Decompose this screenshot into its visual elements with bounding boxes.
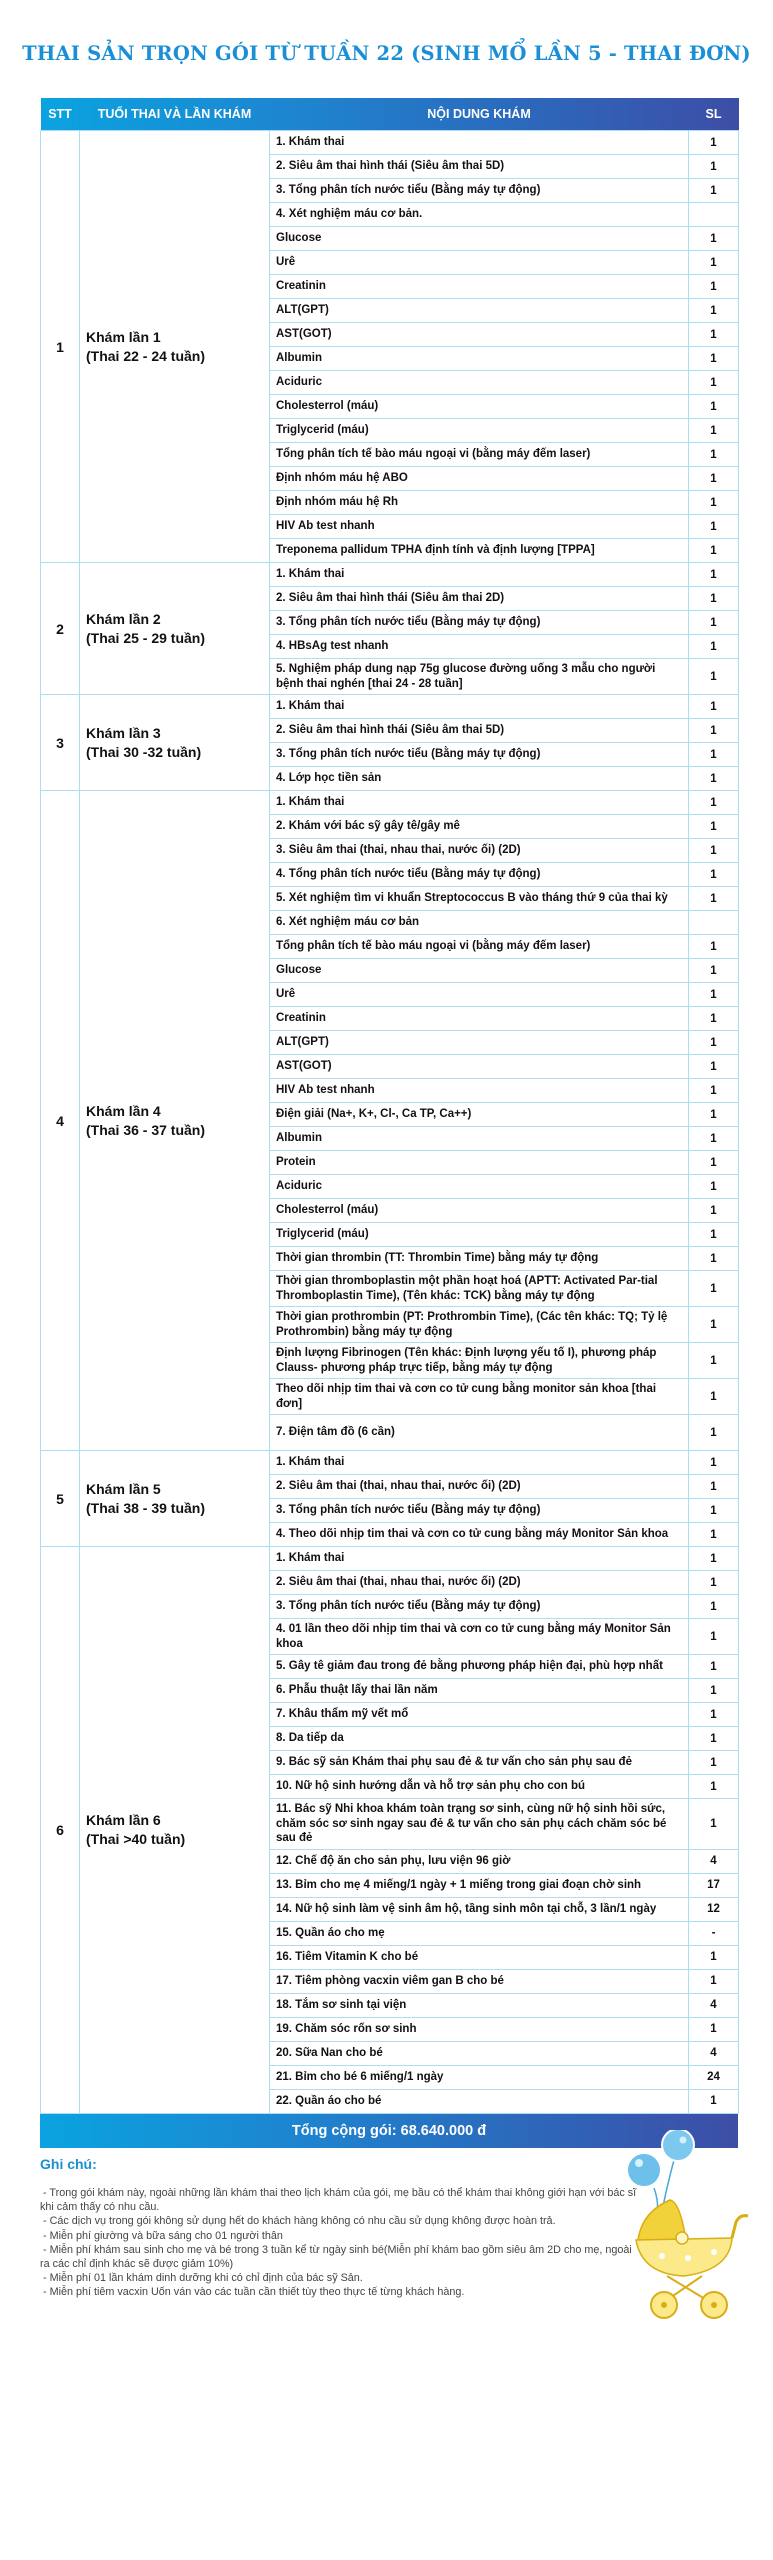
service-quantity: 1 [689,1619,739,1655]
service-item: 2. Khám với bác sỹ gây tê/gây mê [270,815,689,839]
service-quantity: 1 [689,719,739,743]
service-item: Thời gian thrombin (TT: Thrombin Time) bằng máy tự động [270,1247,689,1271]
service-item: ALT(GPT) [270,299,689,323]
service-item: Triglycerid (máu) [270,1223,689,1247]
service-item: Urê [270,983,689,1007]
service-quantity: 1 [689,1679,739,1703]
service-quantity: 1 [689,299,739,323]
service-item: Thời gian thromboplastin một phần hoạt hoá (APTT: Activated Par-tial Thromboplastin Time), (Tên khác: TCK) bằng máy tự động [270,1271,689,1307]
service-item: 5. Gây tê giảm đau trong đẻ bằng phương pháp hiện đại, phù hợp nhất [270,1655,689,1679]
service-quantity: 1 [689,1571,739,1595]
visit-cell [80,695,270,791]
service-item: Điện giải (Na+, K+, Cl-, Ca TP, Ca++) [270,1103,689,1127]
service-quantity: 1 [689,2017,739,2041]
service-quantity: 1 [689,1175,739,1199]
service-item: 8. Da tiếp da [270,1727,689,1751]
service-quantity: 1 [689,323,739,347]
service-item: 6. Phẫu thuật lấy thai lần năm [270,1679,689,1703]
table-row [41,695,739,719]
service-item: 4. Lớp học tiền sản [270,767,689,791]
service-item: Cholesterrol (máu) [270,395,689,419]
visit-cell [80,791,270,1451]
service-quantity: 4 [689,1849,739,1873]
visit-weeks: (Thai 25 - 29 tuần) [86,629,206,646]
note-item: - Miễn phí 01 lần khám dinh dưỡng khi có chỉ định của bác sỹ Sản. [40,2272,363,2285]
service-quantity: 1 [689,395,739,419]
service-item: Định nhóm máu hệ ABO [270,467,689,491]
service-item: Glucose [270,227,689,251]
service-quantity: 1 [689,443,739,467]
service-quantity [689,911,739,935]
service-quantity: 1 [689,2089,739,2113]
service-quantity: 1 [689,587,739,611]
visit-number: 3 [41,695,80,791]
service-quantity: 1 [689,1523,739,1547]
service-quantity: 1 [689,1727,739,1751]
visit-number: 1 [41,131,80,563]
service-item: 3. Tổng phân tích nước tiểu (Bằng máy tự động) [270,1499,689,1523]
service-item: Định nhóm máu hệ Rh [270,491,689,515]
service-quantity: 1 [689,791,739,815]
service-item: Thời gian prothrombin (PT: Prothrombin Time), (Các tên khác: TQ; Tỷ lệ Prothrombin) bằng máy tự động [270,1307,689,1343]
service-quantity: 1 [689,935,739,959]
service-quantity: 1 [689,887,739,911]
service-quantity: 1 [689,179,739,203]
visit-label: Khám lần 4 [86,1102,161,1119]
service-quantity: 1 [689,1379,739,1415]
service-item: 4. Tổng phân tích nước tiểu (Bằng máy tự động) [270,863,689,887]
header-visit: TUỔI THAI VÀ LẦN KHÁM [97,107,252,121]
service-item: 5. Nghiệm pháp dung nạp 75g glucose đường uống 3 mẫu cho người bệnh thai nghén [thai 24 - 28 tuần] [270,659,689,695]
service-quantity: 12 [689,1897,739,1921]
visit-number: 6 [41,1547,80,2114]
service-item: 22. Quần áo cho bé [270,2089,689,2113]
service-quantity: 1 [689,1031,739,1055]
header-content: NỘI DUNG KHÁM [427,107,531,121]
service-item: ALT(GPT) [270,1031,689,1055]
service-item: Theo dõi nhịp tim thai và cơn co tử cung bằng monitor sản khoa [thai đơn] [270,1379,689,1415]
service-quantity: - [689,1921,739,1945]
service-item: 6. Xét nghiệm máu cơ bản [270,911,689,935]
visit-label: Khám lần 3 [86,724,161,741]
service-quantity: 1 [689,1307,739,1343]
service-item: 12. Chế độ ăn cho sản phụ, lưu viện 96 giờ [270,1849,689,1873]
service-quantity: 17 [689,1873,739,1897]
service-quantity: 1 [689,155,739,179]
service-quantity: 1 [689,1103,739,1127]
service-item: 13. Bỉm cho mẹ 4 miếng/1 ngày + 1 miếng trong giai đoạn chờ sinh [270,1873,689,1897]
service-quantity: 1 [689,1969,739,1993]
note-item: - Các dịch vụ trong gói không sử dụng hết do khách hàng không có nhu cầu sử dụng không được hoàn trả. [40,2215,556,2228]
service-item: 9. Bác sỹ sản Khám thai phụ sau đẻ & tư vấn cho sản phụ sau đẻ [270,1751,689,1775]
baby-stroller-balloons-icon [622,2130,772,2330]
visit-cell [80,1451,270,1547]
service-quantity: 1 [689,1547,739,1571]
service-quantity: 1 [689,1775,739,1799]
table-row [41,791,739,815]
service-item: 5. Xét nghiệm tìm vi khuẩn Streptococcus B vào tháng thứ 9 của thai kỳ [270,887,689,911]
table-header-row [41,98,739,131]
service-item: Aciduric [270,1175,689,1199]
service-quantity: 1 [689,347,739,371]
service-quantity: 1 [689,1451,739,1475]
service-item: 7. Khâu thẩm mỹ vết mổ [270,1703,689,1727]
package-table [40,98,739,2114]
service-item: 1. Khám thai [270,1547,689,1571]
service-quantity: 1 [689,863,739,887]
visit-weeks: (Thai 22 - 24 tuần) [86,347,206,364]
service-quantity: 1 [689,251,739,275]
note-item: - Trong gói khám này, ngoài những lần khám thai theo lịch khám của gói, mẹ bầu có thể khám thai không giới hạn với bác sĩ khi cảm thấy có nhu cầu. [40,2187,640,2214]
notes-list [40,2186,640,2300]
service-quantity: 1 [689,1199,739,1223]
service-quantity: 1 [689,419,739,443]
service-item: 16. Tiêm Vitamin K cho bé [270,1945,689,1969]
visit-label: Khám lần 5 [86,1480,161,1497]
service-item: Creatinin [270,275,689,299]
service-item: 2. Siêu âm thai hình thái (Siêu âm thai 5D) [270,155,689,179]
service-item: AST(GOT) [270,1055,689,1079]
note-item: - Miễn phí tiêm vacxin Uốn ván vào các tuần cần thiết tùy theo thực tế từng khách hàng. [40,2286,465,2299]
table-row [41,563,739,587]
service-item: 3. Siêu âm thai (thai, nhau thai, nước ối) (2D) [270,839,689,863]
note-item: - Miễn phí giường và bữa sáng cho 01 người thân [40,2229,283,2242]
service-quantity: 1 [689,815,739,839]
service-quantity: 1 [689,839,739,863]
service-quantity: 1 [689,1703,739,1727]
visit-number: 2 [41,563,80,695]
service-quantity: 24 [689,2065,739,2089]
service-quantity: 1 [689,1151,739,1175]
service-item: 14. Nữ hộ sinh làm vệ sinh âm hộ, tầng sinh môn tại chỗ, 3 lần/1 ngày [270,1897,689,1921]
service-quantity: 1 [689,695,739,719]
service-quantity: 1 [689,1799,739,1850]
service-quantity: 1 [689,1595,739,1619]
service-quantity: 1 [689,1055,739,1079]
service-quantity: 1 [689,959,739,983]
service-item: Albumin [270,1127,689,1151]
service-item: 3. Tổng phân tích nước tiểu (Bằng máy tự động) [270,743,689,767]
service-item: 17. Tiêm phòng vacxin viêm gan B cho bé [270,1969,689,1993]
service-item: Protein [270,1151,689,1175]
table-row [41,1547,739,1571]
service-item: 19. Chăm sóc rốn sơ sinh [270,2017,689,2041]
service-quantity: 1 [689,1247,739,1271]
visit-weeks: (Thai 30 -32 tuần) [86,743,202,760]
service-quantity: 1 [689,1499,739,1523]
service-item: 1. Khám thai [270,791,689,815]
service-item: Urê [270,251,689,275]
service-quantity: 1 [689,467,739,491]
service-quantity: 1 [689,1223,739,1247]
visit-label: Khám lần 6 [86,1811,161,1828]
service-item: 3. Tổng phân tích nước tiểu (Bằng máy tự động) [270,611,689,635]
service-item: AST(GOT) [270,323,689,347]
service-quantity: 1 [689,1475,739,1499]
service-item: 2. Siêu âm thai hình thái (Siêu âm thai 5D) [270,719,689,743]
service-quantity: 1 [689,1655,739,1679]
service-quantity: 1 [689,611,739,635]
service-item: Định lượng Fibrinogen (Tên khác: Định lượng yếu tố I), phương pháp Clauss- phương pháp trực tiếp, bằng máy tự động [270,1343,689,1379]
service-item: 3. Tổng phân tích nước tiểu (Bằng máy tự động) [270,1595,689,1619]
service-quantity: 4 [689,2041,739,2065]
header-stt: STT [48,107,72,121]
service-item: 2. Siêu âm thai (thai, nhau thai, nước ối) (2D) [270,1571,689,1595]
service-item: 4. Xét nghiệm máu cơ bản. [270,203,689,227]
visit-label: Khám lần 2 [86,610,161,627]
service-quantity: 1 [689,1271,739,1307]
service-quantity: 4 [689,1993,739,2017]
service-item: Albumin [270,347,689,371]
service-quantity: 1 [689,491,739,515]
service-item: 18. Tắm sơ sinh tại viện [270,1993,689,2017]
service-item: HIV Ab test nhanh [270,515,689,539]
service-item: Creatinin [270,1007,689,1031]
service-quantity: 1 [689,131,739,155]
service-item: 7. Điện tâm đồ (6 cần) [270,1415,689,1451]
service-item: 1. Khám thai [270,131,689,155]
service-quantity: 1 [689,983,739,1007]
service-quantity: 1 [689,539,739,563]
service-quantity: 1 [689,515,739,539]
visit-weeks: (Thai >40 tuần) [86,1830,186,1847]
service-item: Glucose [270,959,689,983]
service-item: 20. Sữa Nan cho bé [270,2041,689,2065]
visit-weeks: (Thai 36 - 37 tuần) [86,1121,206,1138]
service-item: Triglycerid (máu) [270,419,689,443]
notes-title: Ghi chú: [40,2156,97,2172]
service-quantity: 1 [689,659,739,695]
table-row [41,131,739,155]
service-item: 3. Tổng phân tích nước tiểu (Bằng máy tự động) [270,179,689,203]
visit-number: 4 [41,791,80,1451]
total-price-bar: Tổng cộng gói: 68.640.000 đ [40,2114,738,2148]
service-item: 4. 01 lần theo dõi nhịp tim thai và cơn co tử cung bằng máy Monitor Sản khoa [270,1619,689,1655]
service-quantity: 1 [689,1127,739,1151]
service-quantity: 1 [689,1007,739,1031]
service-quantity: 1 [689,743,739,767]
service-quantity: 1 [689,563,739,587]
visit-label: Khám lần 1 [86,328,161,345]
service-item: HIV Ab test nhanh [270,1079,689,1103]
service-quantity: 1 [689,1945,739,1969]
service-item: Tổng phân tích tế bào máu ngoại vi (bằng máy đếm laser) [270,443,689,467]
service-item: 1. Khám thai [270,695,689,719]
service-item: 15. Quần áo cho mẹ [270,1921,689,1945]
service-quantity [689,203,739,227]
service-item: 4. HBsAg test nhanh [270,635,689,659]
service-quantity: 1 [689,635,739,659]
service-quantity: 1 [689,1343,739,1379]
page-title: THAI SẢN TRỌN GÓI TỪ TUẦN 22 (SINH MỔ LẦN 5 - THAI ĐƠN) [22,42,751,65]
service-item: 1. Khám thai [270,563,689,587]
service-item: Tổng phân tích tế bào máu ngoại vi (bằng máy đếm laser) [270,935,689,959]
service-item: 4. Theo dõi nhịp tim thai và cơn co tử cung bằng máy Monitor Sản khoa [270,1523,689,1547]
visit-cell [80,563,270,695]
service-item: 10. Nữ hộ sinh hướng dẫn và hỗ trợ sản phụ cho con bú [270,1775,689,1799]
service-item: 21. Bỉm cho bé 6 miếng/1 ngày [270,2065,689,2089]
visit-cell [80,131,270,563]
visit-number: 5 [41,1451,80,1547]
service-quantity: 1 [689,371,739,395]
service-quantity: 1 [689,1415,739,1451]
table-body [41,131,739,2114]
visit-cell [80,1547,270,2114]
visit-weeks: (Thai 38 - 39 tuần) [86,1499,206,1516]
service-item: 2. Siêu âm thai (thai, nhau thai, nước ối) (2D) [270,1475,689,1499]
table-row [41,1451,739,1475]
header-qty: SL [705,107,722,121]
service-item: 2. Siêu âm thai hình thái (Siêu âm thai 2D) [270,587,689,611]
service-quantity: 1 [689,1079,739,1103]
service-item: Aciduric [270,371,689,395]
service-item: 11. Bác sỹ Nhi khoa khám toàn trạng sơ sinh, cùng nữ hộ sinh hồi sức, chăm sóc sơ sinh ngay sau đẻ & tư vấn cho sản phụ cách chăm sóc bé sau đẻ [270,1799,689,1850]
service-item: Cholesterrol (máu) [270,1199,689,1223]
service-quantity: 1 [689,767,739,791]
service-item: 1. Khám thai [270,1451,689,1475]
service-quantity: 1 [689,227,739,251]
service-quantity: 1 [689,275,739,299]
service-item: Treponema pallidum TPHA định tính và định lượng [TPPA] [270,539,689,563]
service-quantity: 1 [689,1751,739,1775]
note-item: - Miễn phí khám sau sinh cho mẹ và bé trong 3 tuần kể từ ngày sinh bé(Miễn phí khám bao gồm siêu âm 2D cho mẹ, ngoài ra các chỉ định khác sẽ được giảm 10%) [40,2243,635,2271]
